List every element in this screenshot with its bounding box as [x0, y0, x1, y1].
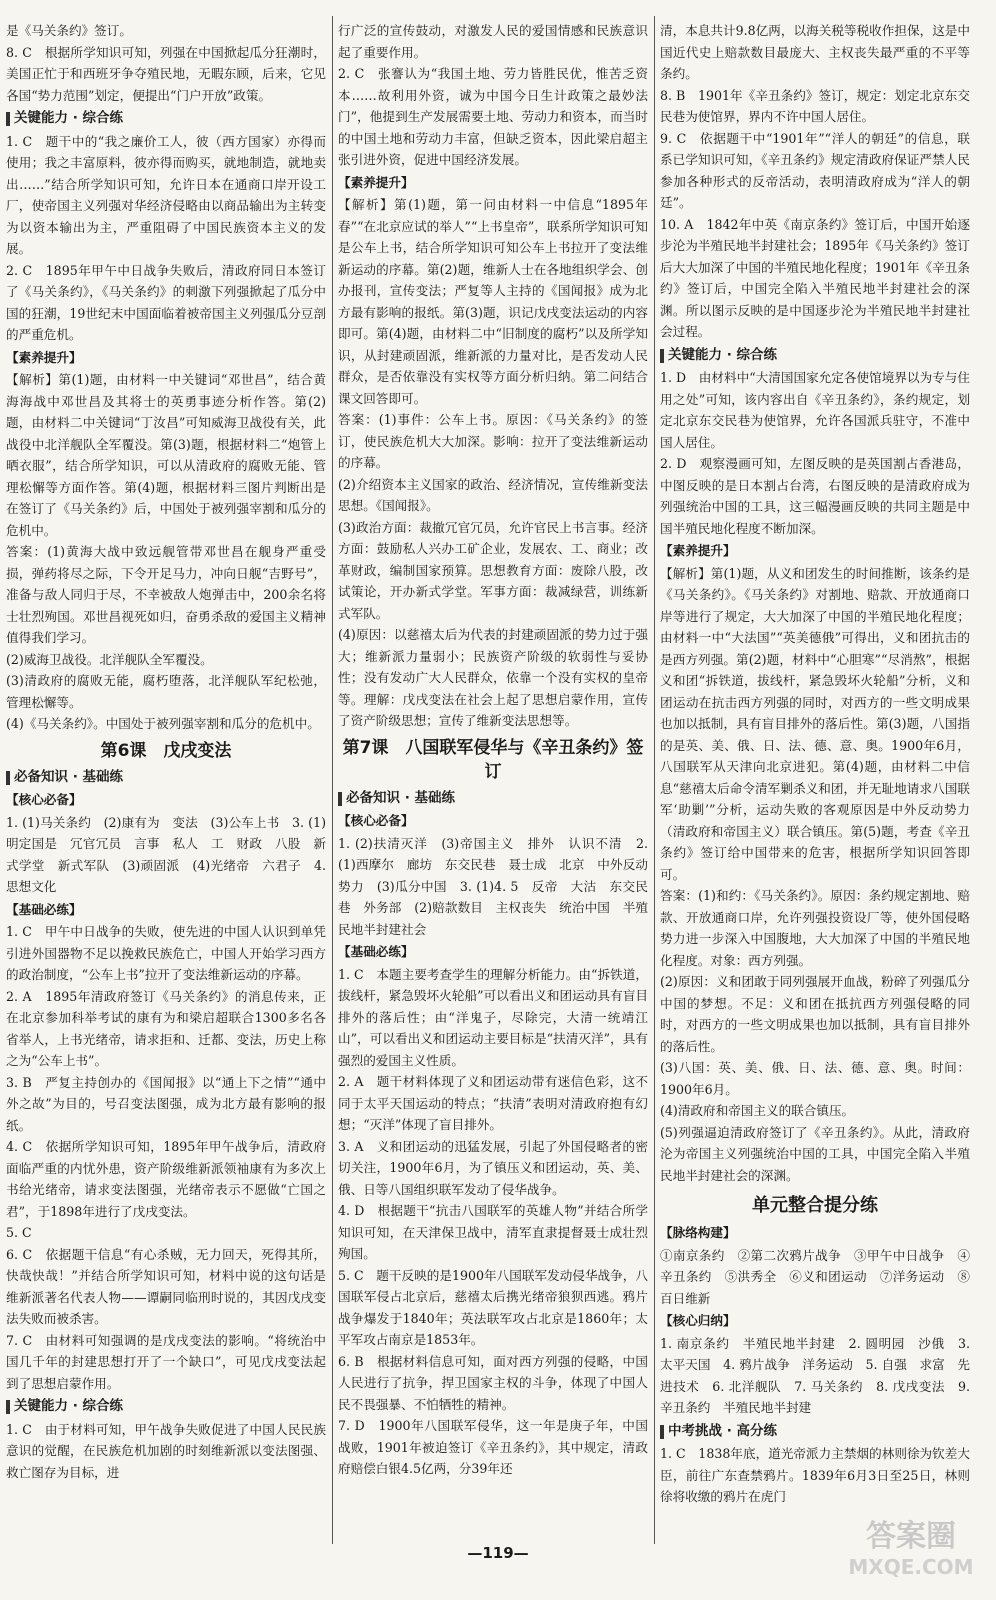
- answer-paragraph: 5. C: [6, 1225, 32, 1240]
- section-heading: 关键能力 · 综合练: [6, 108, 326, 130]
- answer-paragraph: 5. C 题干反映的是1900年八国联军发动侵华战争，八国联军侵占北京后，慈禧太后携光绪帝狼狈西逃。鸦片战争爆发于1840年；英法联军攻占北京是1860年；太平军攻占南京是1853年。: [338, 1267, 648, 1347]
- answer-paragraph: 1. C 1838年底，道光帝派力主禁烟的林则徐为钦差大臣，前往广东查禁鸦片。1839年6月3日至25日，林则徐将收缴的鸦片在虎门: [660, 1446, 970, 1504]
- answer-paragraph: 是《马关条约》签订。: [6, 23, 132, 38]
- answer-paragraph: 1. C 由于材料可知，甲午战争失败促进了中国人民民族意识的觉醒，在民族危机加剧的时刻维新派以变法图强、救亡图存为目标，进: [6, 1421, 326, 1480]
- answer-paragraph: (2)介绍资本主义国家的政治、经济情况，宣传维新变法思想。《国闻报》。: [338, 476, 648, 513]
- subsection-heading: 【脉络构建】: [660, 1225, 736, 1240]
- answer-paragraph: (3)八国：英、美、俄、日、法、德、意、奥。时间：1900年6月。: [660, 1060, 970, 1097]
- svg-text:MXQE.COM: MXQE.COM: [848, 1555, 974, 1579]
- column-divider-right: [654, 16, 655, 1544]
- column-divider-left: [332, 16, 333, 1544]
- answer-column-3: [660, 20, 970, 1550]
- answer-paragraph: 答案：(1)黄海大战中致远舰管带邓世昌在舰身严重受损，弹药将尽之际，下令开足马力，冲向日舰“吉野号”，准备与敌人同归于尽，不幸被敌人炮弹击中，200余名将士壮烈殉国。邓世昌视死如归，奋勇杀敌的爱国主义精神值得我们学习。: [6, 544, 326, 645]
- lesson-title: 第6课 戊戌变法: [100, 740, 232, 761]
- answer-paragraph: 清，本息共计9.8亿两，以海关税等税收作担保，这是中国近代史上赔款数目最庞大、主权丧失最严重的不平等条约。: [660, 23, 970, 81]
- answer-paragraph: 8. C 根据所学知识可知，列强在中国掀起瓜分狂潮时，美国正忙于和西班牙争夺殖民地，无暇东顾，后来，它见各国“势力范围”划定，便提出“门户开放”政策。: [6, 44, 326, 103]
- subsection-heading: 【核心必备】: [6, 792, 82, 807]
- answer-paragraph: 【解析】第(1)题，第一问由材料一中信息“1895年春”“在北京应试的举人”“上书皇帝”，联系所学知识可知是公车上书，结合所学知识可知公车上书拉开了变法维新运动的序幕。第(2)题，维新人士在各地组织学会、创办报刊，宣传变法；严复等人主持的《国闻报》成为北方最有影响的报纸。第(3)题，识记戊戌变法运动的内容即可。第(4)题，由材料二中“旧制度的腐朽”以及所学知识，从封建顽固派，维新派的力量对比，是否发动人民群众，是否依靠没有实权等方面分析归纳。第二问结合课文回答即可。: [338, 197, 648, 406]
- answer-paragraph: 1. D 由材料中“大清国国家允定各使馆境界以为专与住用之处”可知，该内容出自《辛丑条约》，条约规定，划定北京东交民巷为使馆界，允许各国派兵驻守，不准中国人居住。: [660, 370, 970, 450]
- answer-paragraph: 1. (2)扶清灭洋 (3)帝国主义 排外 认识不清 2. (1)西摩尔 廊坊 东交民巷 聂士成 北京 中外反动势力 (3)瓜分中国 3. (1)4. 5 反帝 大沽 东交民巷 外务部 (2)赔款数目 主权丧失 统治中国 半殖民地半封建社会: [338, 835, 648, 937]
- answer-paragraph: 1. C 题干中的“我之廉价工人，彼（西方国家）亦得而使用；我之丰富原料，彼亦得而购买，就地制造，就地卖出……”结合所学知识可知，允许日本在通商口岸开设工厂，使帝国主义列强对华经济侵略由以商品输出为主转变为以资本输出为主，严重阻碍了中国民族资本主义的发展。: [6, 133, 326, 256]
- answer-paragraph: 6. B 根据材料信息可知，面对西方列强的侵略，中国人民进行了抗争，捍卫国家主权的斗争，体现了中国人民不畏强暴、不怕牺牲的精神。: [338, 1353, 648, 1412]
- subsection-heading: 【基础必练】: [338, 944, 414, 959]
- answer-paragraph: 4. C 依据所学知识可知，1895年甲午战争后，清政府面临严重的内忧外患，资产阶级维新派领袖康有为多次上书给光绪帝，请求变法图强，光绪帝表示不愿做“亡国之君”，于1898年进行了戊戌变法。: [6, 1139, 326, 1219]
- answer-paragraph: 10. A 1842年中英《南京条约》签订后，中国开始逐步沦为半殖民地半封建社会；1895年《马关条约》签订后大大加深了中国的半殖民地化程度；1901年《辛丑条约》签订后，中国完全陷入半殖民地半封建社会的深渊。所以图示反映的是中国逐步沦为半殖民地半封建社会过程。: [660, 216, 970, 339]
- answer-paragraph: (3)清政府的腐败无能，腐朽堕落，北洋舰队军纪松弛，管理松懈等。: [6, 673, 326, 710]
- answer-paragraph: 1. (1)马关条约 (2)康有为 变法 (3)公车上书 3. (1)明定国是 冗官冗员 言事 私人 工 财政 八股 新式学堂 新式军队 (3)顽固派 (4)光绪帝 六君子 4. 思想文化: [6, 814, 326, 894]
- answer-paragraph: (2)原因：义和团敢于同列强展开血战，粉碎了列强瓜分中国的梦想。不足：义和团在抵抗西方列强侵略的同时，对西方的一些文明成果也加以抵制，具有盲目排外的落后性。: [660, 974, 970, 1054]
- subsection-heading: 【素养提升】: [6, 349, 82, 365]
- answer-paragraph: 3. B 严复主持创办的《国闻报》以“通上下之情”“通中外之故”为目的，号召变法图强，成为北方最有影响的报纸。: [6, 1074, 326, 1133]
- subsection-heading: 【核心必备】: [338, 813, 414, 828]
- answer-paragraph: 7. D 1900年八国联军侵华，这一年是庚子年，中国战败，1901年被迫签订《辛丑条约》，其中规定，清政府赔偿白银4.5亿两，分39年还: [338, 1418, 648, 1476]
- unit-title: 单元整合提分练: [752, 1195, 878, 1216]
- answer-paragraph: 2. A 1895年清政府签订《马关条约》的消息传来，正在北京参加科举考试的康有为和梁启超联合1300多名各省举人，上书光绪帝，请求拒和、迁都、变法，历史上称之为“公车上书”。: [6, 988, 326, 1068]
- answer-paragraph: 【解析】第(1)题，从义和团发生的时间推断，该条约是《马关条约》。《马关条约》对割地、赔款、开放通商口岸等进行了规定，大大加深了中国的半殖民地化程度；由材料一中“大法国”“英美德俄”可得出，义和团抗击的是西方列强。第(2)题，材料中“心胆寒”“尽消熬”，根据义和团“拆铁道，拔线杆，紧急毁坏火轮船”分析，义和团运动在抗击西方列强的同时，对西方的一些文明成果也加以抵制，具有盲目排外的落后性。第(3)题，八国指的是英、美、俄、日、法、德、意、奥。1900年6月，八国联军从天津向北京进犯。第(4)题，由材料二中信息“慈禧太后命令清军剿杀义和团，并无耻地请求八国联军‘助剿’”分析，运动失败的客观原因是中外反动势力（清政府和帝国主义）联合镇压。第(5)题，考查《辛丑条约》签订给中国带来的危害，根据所学知识回答即可。: [660, 565, 970, 882]
- answer-paragraph: (4)原因：以慈禧太后为代表的封建顽固派的势力过于强大；维新派力量弱小；民族资产阶级的软弱性与妥协性；没有发动广大人民群众，依靠一个没有实权的皇帝等。理解：戊戌变法在社会上起了思想启蒙作用，宣传了资产阶级思想；宣传了维新变法思想等。: [338, 627, 648, 728]
- answer-paragraph: 4. D 根据题干“抗击八国联军的英雄人物”并结合所学知识可知，在天津保卫战中，清军直隶提督聂士成壮烈殉国。: [338, 1203, 648, 1261]
- answer-paragraph: 1. C 甲午中日战争的失败，使先进的中国人认识到单凭引进外国器物不足以挽救民族危亡，中国人开始学习西方的政治制度，“公车上书”拉开了变法维新运动的序幕。: [6, 924, 326, 982]
- answer-column-2: [338, 20, 648, 1550]
- answer-paragraph: (5)列强逼迫清政府签订了《辛丑条约》。从此，清政府沦为帝国主义列强统治中国的工具，中国完全陷入半殖民地半封建社会的深渊。: [660, 1124, 970, 1183]
- section-heading: 中考挑战 · 高分练: [660, 1421, 970, 1443]
- answer-paragraph: 2. C 1895年甲午中日战争失败后，清政府同日本签订了《马关条约》，《马关条约》的刺激下列强掀起了瓜分中国的狂潮，19世纪末中国面临着被帝国主义列强瓜分豆剖的严重危机。: [6, 262, 326, 342]
- answer-paragraph: 3. A 义和团运动的迅猛发展，引起了外国侵略者的密切关注，1900年6月，为了镇压义和团运动，英、美、俄、日等八国组织联军发动了侵华战争。: [338, 1138, 648, 1197]
- page-number: —119—: [467, 1544, 529, 1562]
- answer-paragraph: (3)政治方面：裁撤冗官冗员，允许官民上书言事。经济方面：鼓励私人兴办工矿企业，发展农、工、商业；改革财政，编制国家预算。思想教育方面：废除八股，改试策论，开办新式学堂。军事方面：裁减绿营，训练新式军队。: [338, 519, 648, 621]
- answer-paragraph: 2. D 观察漫画可知，左图反映的是英国割占香港岛，中图反映的是日本割占台湾，右图反映的是清政府成为列强统治中国的工具，这三幅漫画反映的共同主题是中国半殖民地化程度不断加深。: [660, 456, 970, 536]
- answer-paragraph: 1. 南京条约 半殖民地半封建 2. 圆明园 沙俄 3. 太平天国 4. 鸦片战争 洋务运动 5. 自强 求富 先进技术 6. 北洋舰队 7. 马关条约 8. 戊戌变法 9. 辛丑条约 半殖民地半封建: [660, 1335, 970, 1415]
- subsection-heading: 【素养提升】: [338, 174, 414, 190]
- answer-paragraph: (4)清政府和帝国主义的联合镇压。: [660, 1103, 855, 1118]
- answer-paragraph: 6. C 依据题干信息“有心杀贼，无力回天，死得其所，快哉快哉！”并结合所学知识可知，材料中说的这句话是维新派著名代表人物——谭嗣同临刑时说的，其因戊戌变法失败而被杀害。: [6, 1246, 326, 1326]
- section-heading: 关键能力 · 综合练: [660, 345, 970, 367]
- answer-paragraph: (2)威海卫战役。北洋舰队全军覆没。: [6, 651, 213, 667]
- subsection-heading: 【核心归纳】: [660, 1313, 736, 1328]
- svg-text:答案圈: 答案圈: [866, 1519, 956, 1554]
- section-heading: 必备知识 · 基础练: [338, 788, 648, 810]
- answer-paragraph: 行广泛的宣传鼓动，对激发人民的爱国情感和民族意识起了重要作用。: [338, 23, 648, 60]
- answer-paragraph: 答案：(1)事件：公车上书。原因：《马关条约》的签订，使民族危机大大加深。影响：拉开了变法维新运动的序幕。: [338, 412, 648, 470]
- answer-paragraph: 9. C 依据题干中“1901年”“洋人的朝廷”的信息，联系已学知识可知，《辛丑条约》规定清政府保证严禁人民参加各种形式的反帝活动，表明清政府成为“洋人的朝廷”。: [660, 130, 970, 210]
- answer-paragraph: 答案：(1)和约：《马关条约》。原因：条约规定割地、赔款、开放通商口岸，允许列强投资设厂等，使外国侵略势力进一步深入中国腹地，大大加深了中国的半殖民地化程度。对象：西方列强。: [660, 888, 970, 968]
- subsection-heading: 【素养提升】: [660, 543, 736, 558]
- watermark-logo: [836, 1508, 986, 1588]
- answer-paragraph: 7. C 由材料可知强调的是戊戌变法的影响。“将统治中国几千年的封建思想打开了一个缺口”，可见戊戌变法起到了思想启蒙作用。: [6, 1332, 326, 1391]
- subsection-heading: 【基础必练】: [6, 901, 82, 917]
- answer-paragraph: 2. C 张謇认为“我国土地、劳力皆胜民优，惟苦乏资本……故利用外资，诚为中国今日生计政策之最妙法门”，他提到生产发展需要土地、劳动力和资本，而当时的中国土地和劳动力丰富，但缺乏资本，因此梁启超主张引进外资，促进中国经济发展。: [338, 66, 648, 167]
- answer-paragraph: 2. A 题干材料体现了义和团运动带有迷信色彩，这不同于太平天国运动的特点；“扶清”表明对清政府抱有幻想；“灭洋”体现了盲目排外。: [338, 1074, 648, 1132]
- answer-paragraph: 【解析】第(1)题，由材料一中关键词“邓世昌”，结合黄海海战中邓世昌及其将士的英勇事迹分析作答。第(2)题，由材料二中关键词“丁汝昌”可知威海卫战役有关，此战役中北洋舰队全军覆没。第(3)题，根据材料二“炮管上晒衣服”，结合所学知识，可以从清政府的腐败无能、管理松懈等方面作答。第(4)题，根据材料三图片判断出是在签订了《马关条约》后，中国处于被列强宰割和瓜分的危机中。: [6, 372, 326, 538]
- answer-column-1: [6, 20, 326, 1550]
- section-heading: 关键能力 · 综合练: [6, 1396, 326, 1418]
- lesson-title: 第7课 八国联军侵华与《辛丑条约》签订: [342, 737, 644, 782]
- answer-paragraph: ①南京条约 ②第二次鸦片战争 ③甲午中日战争 ④辛丑条约 ⑤洪秀全 ⑥义和团运动 ⑦洋务运动 ⑧百日维新: [660, 1247, 970, 1306]
- answer-paragraph: (4)《马关条约》。中国处于被列强宰割和瓜分的危机中。: [6, 716, 320, 731]
- section-heading: 必备知识 · 基础练: [6, 767, 326, 789]
- answer-paragraph: 8. B 1901年《辛丑条约》签订，规定：划定北京东交民巷为使馆界，界内不许中国人居住。: [660, 87, 970, 124]
- answer-paragraph: 1. C 本题主要考查学生的理解分析能力。由“拆铁道，拔线杆，紧急毁坏火轮船”可以看出义和团运动具有盲目排外的落后性；由“洋鬼子，尽除完，大清一统靖江山”，可以看出义和团运动主要目标是“扶清灭洋”，具有强烈的爱国主义性质。: [338, 966, 648, 1068]
